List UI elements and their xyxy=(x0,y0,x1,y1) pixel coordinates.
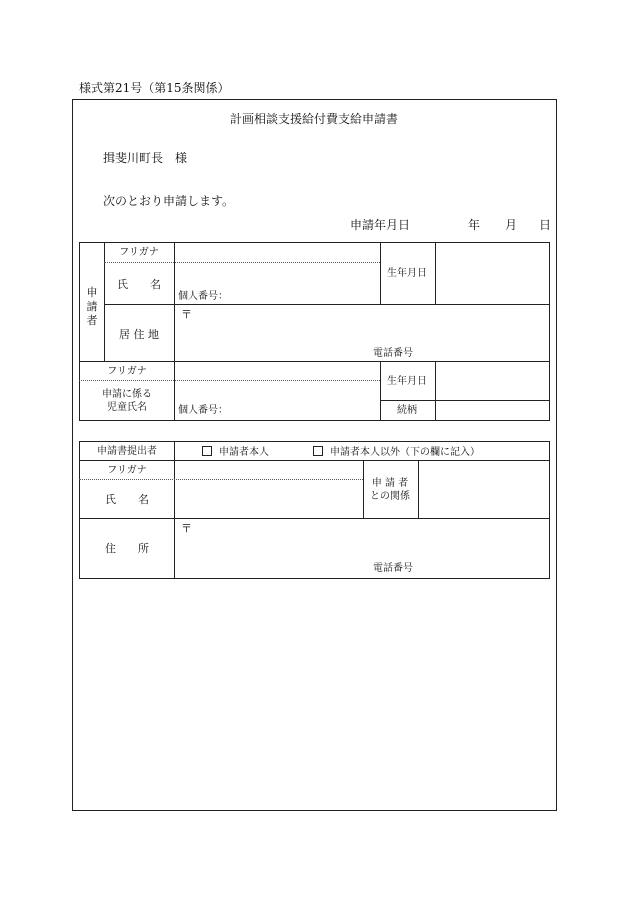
submitter-option-self[interactable] xyxy=(202,446,269,459)
submitter-furigana-field[interactable] xyxy=(176,462,361,478)
child-birthdate-field[interactable] xyxy=(437,363,548,399)
child-relationship-label: 続柄 xyxy=(397,405,417,416)
child-relationship-field[interactable] xyxy=(437,402,548,419)
applicant-name-field[interactable] xyxy=(176,264,378,288)
submitter-address-field[interactable] xyxy=(176,520,548,562)
submitter-option-other-label: 申請者本人以外（下の欄に記入） xyxy=(330,447,480,458)
child-name-field[interactable] xyxy=(176,382,378,402)
applicant-individual-number-label: 個人番号： xyxy=(178,291,228,302)
submitter-phone-field[interactable] xyxy=(420,561,548,576)
submitter-self-checkbox[interactable] xyxy=(202,446,212,456)
addressee: 揖斐川町長 様 xyxy=(103,151,188,165)
applicant-residence-label: 居 住 地 xyxy=(119,328,159,341)
child-furigana-label: フリガナ xyxy=(107,366,147,377)
submitter-phone-label: 電話番号 xyxy=(373,563,413,574)
application-date-month: 月 xyxy=(505,218,518,232)
form-title: 計画相談支援給付費支給申請書 xyxy=(229,112,399,126)
intro-text: 次のとおり申請します。 xyxy=(103,194,235,208)
submitter-postal-mark: 〒 xyxy=(181,522,192,535)
applicant-group-label: 申 請 者 xyxy=(86,286,98,327)
applicant-name-label: 氏 名 xyxy=(117,278,161,291)
applicant-furigana-label: フリガナ xyxy=(119,247,159,258)
submitter-option-self-label: 申請者本人 xyxy=(219,447,269,458)
child-individual-number-field[interactable] xyxy=(232,403,378,418)
applicant-birthdate-field[interactable] xyxy=(437,244,548,302)
submitter-label: 申請書提出者 xyxy=(97,446,157,457)
submitter-relation-field[interactable] xyxy=(420,462,548,517)
applicant-furigana-field[interactable] xyxy=(176,244,378,261)
applicant-phone-label: 電話番号 xyxy=(373,348,413,359)
applicant-individual-number-field[interactable] xyxy=(232,289,378,303)
application-date-year: 年 xyxy=(468,218,481,232)
child-birthdate-label: 生年月日 xyxy=(387,376,427,387)
submitter-option-other[interactable] xyxy=(313,446,480,459)
form-number: 様式第21号（第15条関係） xyxy=(79,81,230,95)
submitter-other-checkbox[interactable] xyxy=(313,446,323,456)
child-name-label: 申請に係る 児童氏名 xyxy=(102,389,152,413)
application-date-day: 日 xyxy=(539,218,552,232)
submitter-address-label: 住 所 xyxy=(105,542,149,555)
applicant-birthdate-label: 生年月日 xyxy=(387,268,427,279)
application-date-label: 申請年月日 xyxy=(350,218,411,232)
submitter-furigana-label: フリガナ xyxy=(107,465,147,476)
applicant-phone-field[interactable] xyxy=(420,346,548,360)
child-furigana-field[interactable] xyxy=(176,363,378,379)
submitter-name-label: 氏 名 xyxy=(105,493,149,506)
submitter-relation-label: 申 請 者 との関係 xyxy=(370,478,410,502)
applicant-address-field[interactable] xyxy=(176,306,548,346)
child-individual-number-label: 個人番号： xyxy=(178,405,228,416)
submitter-name-field[interactable] xyxy=(176,481,361,517)
applicant-postal-mark: 〒 xyxy=(181,308,192,321)
